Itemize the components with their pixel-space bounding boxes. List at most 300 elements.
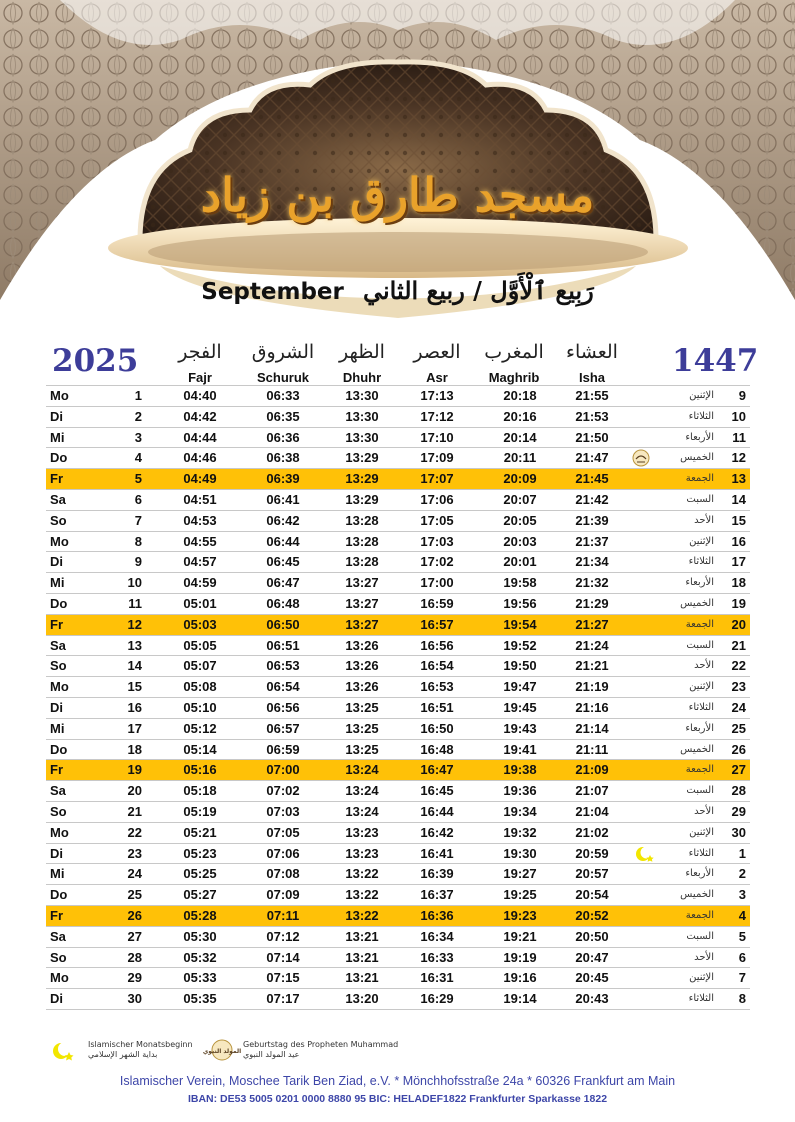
hijri-day: 2 xyxy=(738,866,746,882)
time-fajr: 05:23 xyxy=(183,845,217,861)
time-dhuhr: 13:28 xyxy=(345,533,379,549)
weekday-ar: الإثنين xyxy=(689,390,714,401)
column-header-arabic: المغرب xyxy=(484,341,544,363)
time-dhuhr: 13:21 xyxy=(345,949,379,965)
day-of-month: 24 xyxy=(127,866,142,882)
time-maghrib: 19:41 xyxy=(503,741,537,757)
table-row xyxy=(46,511,750,532)
hijri-day: 18 xyxy=(731,575,746,591)
weekday-ar: الثلاثاء xyxy=(688,847,714,859)
weekday-ar: الإثنين xyxy=(689,826,714,838)
table-row xyxy=(46,948,750,969)
time-isha: 21:27 xyxy=(575,616,609,632)
time-maghrib: 19:38 xyxy=(503,762,537,778)
day-of-month: 15 xyxy=(127,679,142,695)
table-row xyxy=(46,594,750,615)
weekday-de: Mo xyxy=(50,679,69,695)
table-row xyxy=(46,490,750,511)
month-latin: September xyxy=(201,279,344,305)
time-maghrib: 19:16 xyxy=(503,970,537,986)
time-fajr: 04:40 xyxy=(183,388,217,403)
weekday-de: Sa xyxy=(50,637,66,653)
table-row xyxy=(46,656,750,677)
table-row xyxy=(46,823,750,844)
time-isha: 20:50 xyxy=(575,928,609,944)
time-fajr: 05:10 xyxy=(183,699,217,715)
time-dhuhr: 13:25 xyxy=(345,741,379,757)
time-schuruk: 06:44 xyxy=(266,533,300,549)
hijri-day: 13 xyxy=(731,471,746,487)
hijri-day: 23 xyxy=(731,679,746,695)
weekday-ar: الخميس xyxy=(680,889,714,901)
time-asr: 17:00 xyxy=(420,575,454,591)
time-maghrib: 19:23 xyxy=(503,907,537,923)
time-fajr: 05:01 xyxy=(183,595,217,611)
time-asr: 16:37 xyxy=(420,887,454,903)
table-row-friday xyxy=(46,469,750,490)
time-isha: 21:34 xyxy=(575,554,609,570)
hijri-day: 4 xyxy=(738,907,746,923)
time-fajr: 05:07 xyxy=(183,658,217,674)
month-arabic: رَبِيع ٱلْأَوَّل / ربيع الثاني xyxy=(362,276,594,305)
time-dhuhr: 13:25 xyxy=(345,720,379,736)
column-header-latin: Schuruk xyxy=(256,370,309,385)
hijri-day: 20 xyxy=(731,616,746,632)
column-header-arabic: الفجر xyxy=(178,341,222,363)
time-maghrib: 19:54 xyxy=(503,616,537,632)
time-dhuhr: 13:24 xyxy=(345,783,379,799)
time-dhuhr: 13:22 xyxy=(345,907,379,923)
time-asr: 16:45 xyxy=(420,783,454,799)
weekday-de: So xyxy=(50,949,67,965)
time-schuruk: 07:17 xyxy=(266,991,300,1007)
time-dhuhr: 13:27 xyxy=(345,616,379,632)
time-asr: 16:48 xyxy=(420,741,454,757)
time-dhuhr: 13:26 xyxy=(345,658,379,674)
column-header-latin: Asr xyxy=(426,370,448,385)
weekday-ar: الأحد xyxy=(694,514,714,526)
day-of-month: 6 xyxy=(134,491,142,507)
day-of-month: 1 xyxy=(134,388,142,403)
hijri-day: 11 xyxy=(732,429,746,445)
time-asr: 17:02 xyxy=(420,554,454,570)
time-schuruk: 06:33 xyxy=(266,388,300,403)
time-isha: 21:32 xyxy=(575,575,609,591)
time-maghrib: 20:07 xyxy=(503,491,537,507)
time-dhuhr: 13:21 xyxy=(345,928,379,944)
hijri-day: 29 xyxy=(731,803,746,819)
column-header-isha xyxy=(542,340,642,385)
hijri-day: 5 xyxy=(738,928,746,944)
time-schuruk: 06:39 xyxy=(266,471,300,487)
time-schuruk: 06:45 xyxy=(266,554,300,570)
weekday-ar: الأحد xyxy=(694,660,714,672)
time-isha: 21:21 xyxy=(575,658,609,674)
hijri-day: 10 xyxy=(731,408,746,424)
time-isha: 21:16 xyxy=(575,699,609,715)
weekday-de: Mi xyxy=(50,720,65,736)
time-dhuhr: 13:26 xyxy=(345,637,379,653)
weekday-ar: الأربعاء xyxy=(685,431,714,443)
day-of-month: 21 xyxy=(127,803,142,819)
day-of-month: 8 xyxy=(134,533,142,549)
time-asr: 16:54 xyxy=(420,658,454,674)
time-dhuhr: 13:27 xyxy=(345,595,379,611)
time-isha: 20:54 xyxy=(575,887,609,903)
table-row xyxy=(46,677,750,698)
table-row xyxy=(46,740,750,761)
time-asr: 16:29 xyxy=(420,991,454,1007)
time-isha: 21:07 xyxy=(575,783,609,799)
time-fajr: 04:53 xyxy=(183,512,217,528)
weekday-de: Sa xyxy=(50,491,66,507)
time-isha: 21:24 xyxy=(575,637,609,653)
column-header-arabic: الشروق xyxy=(251,341,315,363)
hijri-day: 16 xyxy=(731,533,746,549)
time-isha: 21:42 xyxy=(575,491,609,507)
table-row xyxy=(46,428,750,449)
time-fajr: 05:25 xyxy=(183,866,217,882)
time-fajr: 04:42 xyxy=(183,408,217,424)
weekday-ar: السبت xyxy=(686,785,714,797)
time-fajr: 04:46 xyxy=(183,450,217,466)
time-fajr: 05:27 xyxy=(183,887,217,903)
time-isha: 21:19 xyxy=(575,679,609,695)
time-maghrib: 20:03 xyxy=(503,533,537,549)
time-schuruk: 07:14 xyxy=(266,949,300,965)
column-header-arabic: العصر xyxy=(413,341,461,363)
mawlid-logo-icon xyxy=(202,1039,242,1061)
column-header-arabic: الظهر xyxy=(339,341,385,363)
weekday-ar: الجمعة xyxy=(685,764,714,776)
time-isha: 20:57 xyxy=(575,866,609,882)
time-maghrib: 19:21 xyxy=(503,928,537,944)
hijri-day: 1 xyxy=(738,845,746,861)
time-isha: 21:53 xyxy=(575,408,609,424)
hijri-day: 28 xyxy=(731,783,746,799)
time-asr: 17:10 xyxy=(420,429,454,445)
time-maghrib: 20:16 xyxy=(503,408,537,424)
time-fajr: 05:14 xyxy=(183,741,217,757)
time-isha: 21:45 xyxy=(575,471,609,487)
weekday-de: Mi xyxy=(50,429,65,445)
time-dhuhr: 13:21 xyxy=(345,970,379,986)
time-fajr: 05:03 xyxy=(183,616,217,632)
time-asr: 16:39 xyxy=(420,866,454,882)
weekday-ar: الخميس xyxy=(680,743,714,755)
time-isha: 20:45 xyxy=(575,970,609,986)
time-schuruk: 06:51 xyxy=(266,637,300,653)
day-of-month: 27 xyxy=(127,928,142,944)
weekday-ar: الأحد xyxy=(694,805,714,817)
time-dhuhr: 13:29 xyxy=(345,471,379,487)
hijri-day: 3 xyxy=(738,887,746,903)
table-row-friday xyxy=(46,760,750,781)
mosque-name: مسجد طارق بن زياد xyxy=(200,168,595,222)
time-isha: 20:47 xyxy=(575,949,609,965)
time-dhuhr: 13:24 xyxy=(345,803,379,819)
day-of-month: 28 xyxy=(127,949,142,965)
time-maghrib: 19:52 xyxy=(503,637,537,653)
time-dhuhr: 13:28 xyxy=(345,554,379,570)
hijri-day: 22 xyxy=(731,658,746,674)
time-schuruk: 06:56 xyxy=(266,699,300,715)
weekday-de: Do xyxy=(50,887,68,903)
time-maghrib: 19:43 xyxy=(503,720,537,736)
time-schuruk: 06:35 xyxy=(266,408,300,424)
time-dhuhr: 13:30 xyxy=(345,388,379,403)
time-asr: 16:36 xyxy=(420,907,454,923)
time-fajr: 04:44 xyxy=(183,429,217,445)
time-asr: 16:51 xyxy=(420,699,454,715)
time-asr: 16:42 xyxy=(420,824,454,840)
time-maghrib: 19:50 xyxy=(503,658,537,674)
weekday-de: Di xyxy=(50,699,63,715)
footer-address: Islamischer Verein, Moschee Tarik Ben Ziad, e.V. * Mönchhofsstraße 24a * 60326 Frankfurt am Main xyxy=(119,1074,676,1088)
time-maghrib: 20:09 xyxy=(503,471,537,487)
weekday-ar: الثلاثاء xyxy=(688,993,714,1005)
table-row xyxy=(46,698,750,719)
time-dhuhr: 13:23 xyxy=(345,824,379,840)
time-isha: 21:09 xyxy=(575,762,609,778)
time-dhuhr: 13:20 xyxy=(345,991,379,1007)
day-of-month: 14 xyxy=(127,658,142,674)
legend-mawlid-de: Geburtstag des Propheten Muhammad xyxy=(243,1040,399,1049)
day-of-month: 3 xyxy=(134,429,142,445)
time-schuruk: 07:11 xyxy=(266,907,300,923)
day-of-month: 11 xyxy=(128,595,142,611)
weekday-ar: السبت xyxy=(686,930,714,942)
day-of-month: 23 xyxy=(127,845,142,861)
time-isha: 21:47 xyxy=(575,450,609,466)
weekday-de: Di xyxy=(50,554,63,570)
weekday-ar: السبت xyxy=(686,493,714,505)
table-row xyxy=(46,407,750,428)
weekday-de: Do xyxy=(50,450,68,466)
time-maghrib: 19:45 xyxy=(503,699,537,715)
day-of-month: 10 xyxy=(127,575,142,591)
hijri-day: 27 xyxy=(731,762,746,778)
time-dhuhr: 13:25 xyxy=(345,699,379,715)
time-fajr: 05:28 xyxy=(183,907,217,923)
time-asr: 16:41 xyxy=(420,845,454,861)
day-of-month: 30 xyxy=(127,991,142,1007)
weekday-ar: السبت xyxy=(686,639,714,651)
weekday-de: Do xyxy=(50,741,68,757)
time-isha: 21:39 xyxy=(575,512,609,528)
month-title xyxy=(0,276,795,305)
crescent-moon-icon xyxy=(634,846,656,862)
weekday-ar: الأربعاء xyxy=(685,577,714,589)
weekday-ar: الإثنين xyxy=(689,681,714,693)
day-of-month: 5 xyxy=(134,471,142,487)
weekday-de: Mi xyxy=(50,866,65,882)
weekday-ar: الإثنين xyxy=(689,535,714,547)
legend-mawlid xyxy=(243,1040,398,1060)
weekday-de: Fr xyxy=(50,762,63,778)
time-maghrib: 19:36 xyxy=(503,783,537,799)
hijri-day: 24 xyxy=(731,699,746,715)
day-of-month: 2 xyxy=(134,408,142,424)
time-schuruk: 07:08 xyxy=(266,866,300,882)
time-asr: 16:57 xyxy=(420,616,454,632)
time-schuruk: 06:36 xyxy=(266,429,300,445)
time-maghrib: 19:27 xyxy=(503,866,537,882)
hijri-day: 25 xyxy=(731,720,746,736)
day-of-month: 19 xyxy=(127,762,142,778)
weekday-de: Mo xyxy=(50,533,69,549)
time-schuruk: 06:59 xyxy=(266,741,300,757)
time-maghrib: 19:14 xyxy=(503,991,537,1007)
table-row xyxy=(46,448,750,469)
hijri-day: 9 xyxy=(738,388,746,403)
weekday-de: So xyxy=(50,803,67,819)
hijri-day: 14 xyxy=(731,491,746,507)
time-maghrib: 19:32 xyxy=(503,824,537,840)
time-asr: 17:13 xyxy=(420,388,454,403)
legend-month-start xyxy=(88,1040,193,1060)
weekday-ar: الجمعة xyxy=(685,618,714,630)
weekday-ar: الخميس xyxy=(680,597,714,609)
time-asr: 16:44 xyxy=(420,803,454,819)
weekday-ar: الثلاثاء xyxy=(688,556,714,568)
time-maghrib: 19:19 xyxy=(503,949,537,965)
crescent-moon-icon xyxy=(50,1041,76,1061)
hijri-day: 21 xyxy=(731,637,746,653)
weekday-de: Fr xyxy=(50,907,63,923)
time-dhuhr: 13:30 xyxy=(345,429,379,445)
time-maghrib: 20:11 xyxy=(503,450,537,466)
weekday-de: So xyxy=(50,658,67,674)
time-maghrib: 19:47 xyxy=(503,679,537,695)
day-of-month: 18 xyxy=(127,741,142,757)
weekday-ar: الجمعة xyxy=(685,473,714,485)
weekday-de: Di xyxy=(50,408,63,424)
time-fajr: 05:19 xyxy=(183,803,217,819)
table-row xyxy=(46,573,750,594)
legend-mawlid-ar: عيد المولد النبوي xyxy=(243,1050,300,1059)
time-schuruk: 06:57 xyxy=(266,720,300,736)
time-schuruk: 07:09 xyxy=(266,887,300,903)
column-header-latin: Fajr xyxy=(188,370,212,385)
time-maghrib: 19:30 xyxy=(503,845,537,861)
time-isha: 21:50 xyxy=(575,429,609,445)
weekday-ar: الأحد xyxy=(694,951,714,963)
time-isha: 21:37 xyxy=(575,533,609,549)
time-maghrib: 20:18 xyxy=(503,388,537,403)
time-isha: 20:59 xyxy=(575,845,609,861)
column-header-latin: Maghrib xyxy=(488,370,540,385)
time-maghrib: 19:25 xyxy=(503,887,537,903)
table-row xyxy=(46,636,750,657)
time-dhuhr: 13:28 xyxy=(345,512,379,528)
time-asr: 17:09 xyxy=(420,450,454,466)
day-of-month: 4 xyxy=(134,450,142,466)
time-schuruk: 06:47 xyxy=(266,575,300,591)
time-schuruk: 07:03 xyxy=(266,803,300,819)
time-schuruk: 06:50 xyxy=(266,616,300,632)
day-of-month: 7 xyxy=(134,512,142,528)
day-of-month: 13 xyxy=(127,637,142,653)
hijri-day: 6 xyxy=(738,949,746,965)
time-asr: 17:07 xyxy=(420,471,454,487)
day-of-month: 12 xyxy=(127,616,142,632)
day-of-month: 17 xyxy=(127,720,142,736)
mawlid-logo-text: المولد النبوي xyxy=(202,1048,242,1055)
time-maghrib: 19:34 xyxy=(503,803,537,819)
weekday-de: So xyxy=(50,512,67,528)
time-maghrib: 20:14 xyxy=(503,429,537,445)
hijri-day: 12 xyxy=(731,450,746,466)
year-hijri: 1447 xyxy=(672,343,759,379)
time-schuruk: 06:54 xyxy=(266,679,300,695)
time-fajr: 05:30 xyxy=(183,928,217,944)
weekday-ar: الإثنين xyxy=(689,972,714,984)
table-row-friday xyxy=(46,615,750,636)
weekday-de: Fr xyxy=(50,616,63,632)
weekday-de: Mo xyxy=(50,388,69,403)
hijri-day: 30 xyxy=(731,824,746,840)
weekday-de: Mi xyxy=(50,575,65,591)
time-maghrib: 19:56 xyxy=(503,595,537,611)
time-isha: 21:02 xyxy=(575,824,609,840)
time-fajr: 05:08 xyxy=(183,679,217,695)
weekday-de: Sa xyxy=(50,783,66,799)
time-fajr: 04:49 xyxy=(183,471,217,487)
column-header-arabic: العشاء xyxy=(566,341,618,363)
time-schuruk: 07:00 xyxy=(266,762,300,778)
time-schuruk: 06:38 xyxy=(266,450,300,466)
time-dhuhr: 13:22 xyxy=(345,887,379,903)
table-row xyxy=(46,719,750,740)
time-isha: 20:52 xyxy=(575,907,609,923)
legend-month-start-de: Islamischer Monatsbeginn xyxy=(88,1040,193,1049)
column-header-latin: Isha xyxy=(578,370,605,385)
time-schuruk: 06:41 xyxy=(266,491,300,507)
time-schuruk: 06:48 xyxy=(266,595,300,611)
time-dhuhr: 13:29 xyxy=(345,450,379,466)
table-row xyxy=(46,386,750,407)
time-fajr: 04:57 xyxy=(183,554,217,570)
footer-bank-details: IBAN: DE53 5005 0201 0000 8880 95 BIC: HELADEF1822 Frankfurter Sparkasse 1822 xyxy=(187,1093,608,1105)
time-fajr: 05:35 xyxy=(183,991,217,1007)
day-of-month: 25 xyxy=(127,887,142,903)
time-maghrib: 20:01 xyxy=(503,554,537,570)
time-asr: 16:34 xyxy=(420,928,454,944)
table-row xyxy=(46,802,750,823)
hijri-day: 19 xyxy=(731,595,746,611)
time-isha: 21:55 xyxy=(575,388,609,403)
prayer-times-table xyxy=(46,385,750,1010)
time-fajr: 05:12 xyxy=(183,720,217,736)
weekday-de: Mo xyxy=(50,970,69,986)
time-asr: 17:06 xyxy=(420,491,454,507)
weekday-de: Di xyxy=(50,845,63,861)
time-fajr: 05:16 xyxy=(183,762,217,778)
time-isha: 21:29 xyxy=(575,595,609,611)
hijri-day: 15 xyxy=(731,512,746,528)
day-of-month: 16 xyxy=(127,699,142,715)
table-row xyxy=(46,885,750,906)
day-of-month: 29 xyxy=(127,970,142,986)
weekday-ar: الأربعاء xyxy=(685,868,714,880)
time-schuruk: 07:02 xyxy=(266,783,300,799)
hijri-day: 8 xyxy=(738,991,746,1007)
time-fajr: 05:32 xyxy=(183,949,217,965)
mawlid-logo-icon xyxy=(629,449,653,467)
time-dhuhr: 13:22 xyxy=(345,866,379,882)
table-row xyxy=(46,927,750,948)
